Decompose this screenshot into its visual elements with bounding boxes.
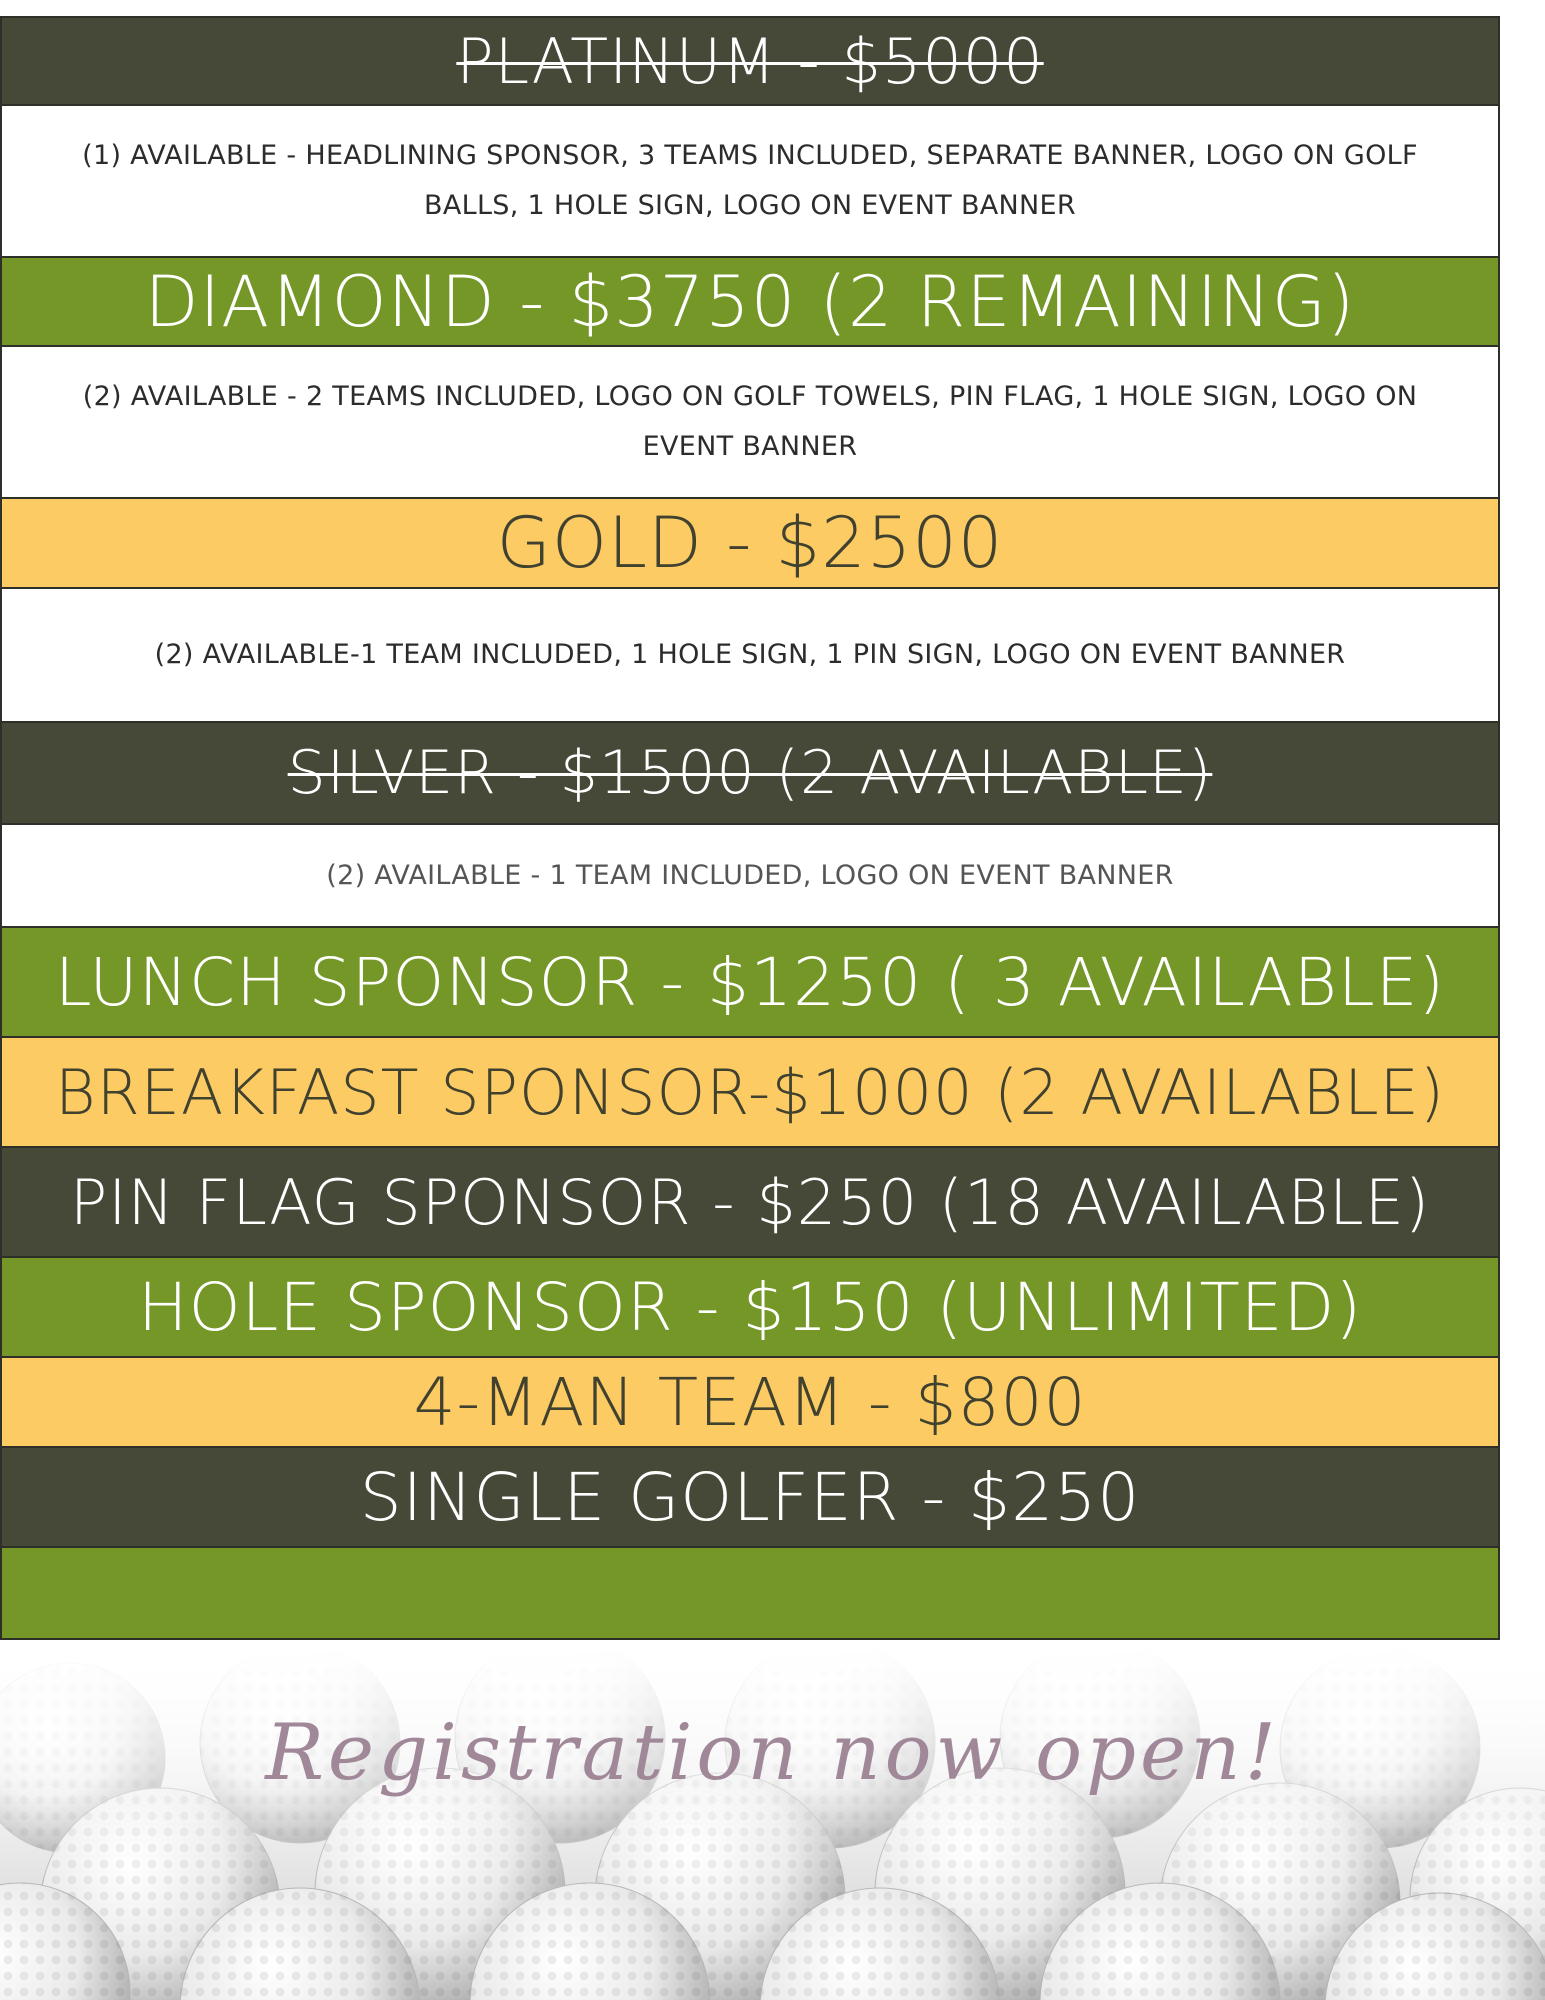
tier-gold-header <box>2 497 1498 587</box>
tier-hole-sponsor <box>2 1256 1498 1356</box>
tier-diamond-description <box>2 345 1498 497</box>
tier-single-golfer-label: SINGLE GOLFER - $250 <box>359 1458 1141 1536</box>
tier-gold-description <box>2 587 1498 721</box>
registration-now-open-text: Registration now open! <box>265 1708 1280 1798</box>
tier-diamond-description-text: (2) AVAILABLE - 2 TEAMS INCLUDED, LOGO ON GOLF TOWELS, PIN FLAG, 1 HOLE SIGN, LOGO ON EVENT BANNER <box>82 381 1418 462</box>
tier-silver-description-text: (2) AVAILABLE - 1 TEAM INCLUDED, LOGO ON EVENT BANNER <box>326 859 1174 891</box>
tier-breakfast-sponsor-label: BREAKFAST SPONSOR-$1000 (2 AVAILABLE) <box>54 1055 1445 1129</box>
tier-silver-header <box>2 721 1498 823</box>
tier-diamond-label: DIAMOND - $3750 (2 REMAINING) <box>144 260 1356 343</box>
tier-silver-description <box>2 823 1498 926</box>
golf-balls-image <box>0 1648 1545 2000</box>
tier-diamond-header <box>2 256 1498 345</box>
registration-footer <box>0 1648 1545 2000</box>
tier-gold-description-text: (2) AVAILABLE-1 TEAM INCLUDED, 1 HOLE SIGN, 1 PIN SIGN, LOGO ON EVENT BANNER <box>154 639 1346 670</box>
tier-platinum-label: PLATINUM - $5000 <box>456 24 1044 98</box>
tier-breakfast-sponsor <box>2 1036 1498 1146</box>
tier-platinum-description <box>2 104 1498 256</box>
tier-platinum-header <box>2 18 1498 104</box>
tier-four-man-team <box>2 1356 1498 1446</box>
tier-hole-sponsor-label: HOLE SPONSOR - $150 (UNLIMITED) <box>137 1268 1363 1346</box>
tier-empty-row <box>2 1546 1498 1638</box>
tier-silver-label: SILVER - $1500 (2 AVAILABLE) <box>287 738 1213 808</box>
sponsorship-tier-table <box>0 16 1500 1640</box>
tier-gold-label: GOLD - $2500 <box>496 502 1004 584</box>
tier-lunch-sponsor <box>2 926 1498 1036</box>
tier-single-golfer <box>2 1446 1498 1546</box>
tier-pin-flag-sponsor <box>2 1146 1498 1256</box>
tier-four-man-team-label: 4-MAN TEAM - $800 <box>413 1363 1087 1441</box>
tier-platinum-description-text: (1) AVAILABLE - HEADLINING SPONSOR, 3 TEAMS INCLUDED, SEPARATE BANNER, LOGO ON GOLF BALLS, 1 HOLE SIGN, LOGO ON EVENT BANNER <box>82 140 1418 221</box>
tier-lunch-sponsor-label: LUNCH SPONSOR - $1250 ( 3 AVAILABLE) <box>54 943 1446 1021</box>
tier-pin-flag-sponsor-label: PIN FLAG SPONSOR - $250 (18 AVAILABLE) <box>69 1165 1431 1239</box>
golf-balls-fade <box>0 1648 1545 2000</box>
